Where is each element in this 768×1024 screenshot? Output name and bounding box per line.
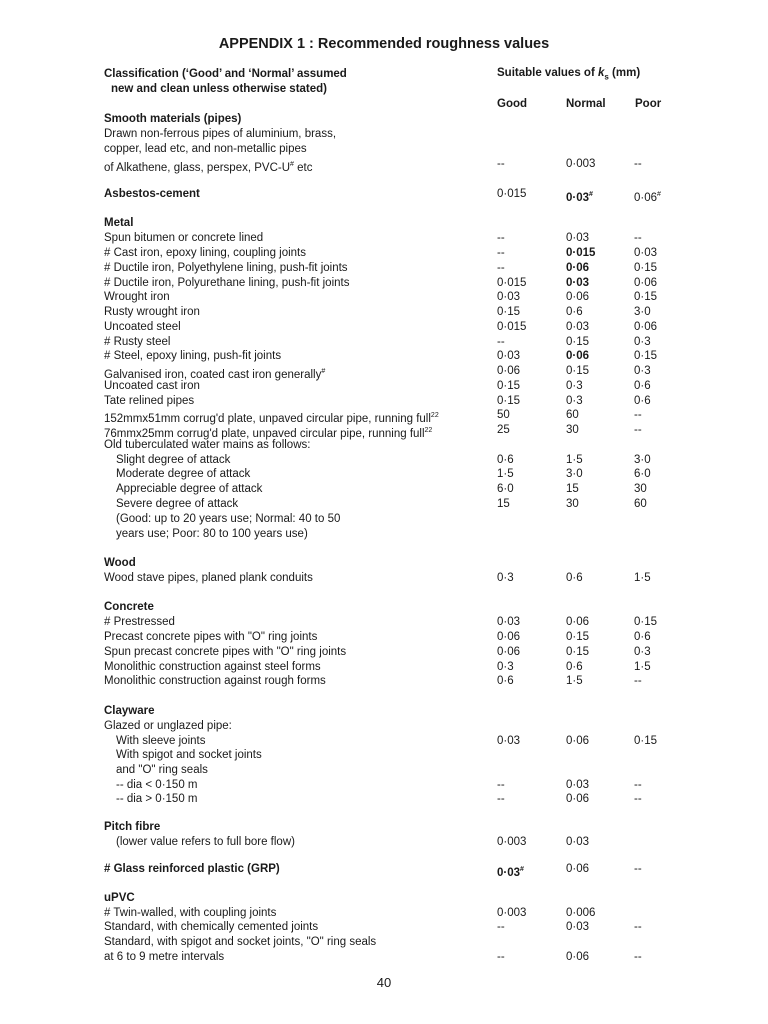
- section-heading: Metal: [104, 217, 134, 229]
- table-row: [104, 719, 744, 734]
- table-row: [104, 920, 744, 935]
- value-good: --: [497, 262, 505, 274]
- material-label: Drawn non-ferrous pipes of aluminium, brass,: [104, 128, 337, 140]
- section-row: [104, 891, 744, 906]
- value-poor: --: [634, 675, 642, 687]
- value-poor: 6·0: [634, 468, 651, 480]
- table-row: [104, 527, 744, 542]
- value-normal: 0·06: [566, 350, 590, 362]
- material-label: Spun bitumen or concrete lined: [104, 232, 264, 244]
- value-good: 0·3: [497, 572, 514, 584]
- suitable-values-header: [497, 67, 640, 81]
- table-row: [104, 423, 744, 438]
- value-good: 0·15: [497, 380, 521, 392]
- material-label: With sleeve joints: [116, 735, 206, 747]
- value-normal: 0·006: [566, 907, 596, 919]
- value-poor: 1·5: [634, 661, 651, 673]
- value-normal: 0·06: [566, 793, 590, 805]
- table-row: [104, 305, 744, 320]
- value-poor: 0·6: [634, 631, 651, 643]
- value-normal: 0·15: [566, 365, 590, 377]
- value-good: 0·003: [497, 836, 527, 848]
- table-row: [104, 660, 744, 675]
- table-row: [104, 467, 744, 482]
- ks-subscript: s: [604, 72, 609, 82]
- material-label: Standard, with chemically cemented joints: [104, 921, 319, 933]
- value-normal: 0·015: [566, 247, 596, 259]
- material-label: Slight degree of attack: [116, 454, 231, 466]
- table-row: [104, 763, 744, 778]
- material-label: Standard, with spigot and socket joints, "O" ring seals: [104, 936, 377, 948]
- value-good: 0·003: [497, 907, 527, 919]
- value-good: 0·03: [497, 350, 521, 362]
- table-row: [104, 408, 744, 423]
- table-row: [104, 748, 744, 763]
- table-row: [104, 630, 744, 645]
- value-poor: 0·06: [634, 277, 658, 289]
- material-label: Appreciable degree of attack: [116, 483, 263, 495]
- table-row: [104, 512, 744, 527]
- value-good: 1·5: [497, 468, 514, 480]
- value-normal: 1·5: [566, 675, 583, 687]
- table-row: [104, 734, 744, 749]
- value-poor: --: [634, 951, 642, 963]
- column-header-poor: Poor: [635, 98, 662, 110]
- material-label: Monolithic construction against steel forms: [104, 661, 321, 673]
- table-row: [104, 231, 744, 246]
- value-normal: 60: [566, 409, 579, 421]
- value-good: --: [497, 158, 505, 170]
- material-label: at 6 to 9 metre intervals: [104, 951, 225, 963]
- value-poor: 3·0: [634, 306, 651, 318]
- value-poor: --: [634, 779, 642, 791]
- value-normal: 3·0: [566, 468, 583, 480]
- material-label: Old tuberculated water mains as follows:: [104, 439, 311, 451]
- material-label: Severe degree of attack: [116, 498, 239, 510]
- material-label: (Good: up to 20 years use; Normal: 40 to 50: [116, 513, 341, 525]
- value-good: 0·06: [497, 646, 521, 658]
- section-heading: Wood: [104, 557, 136, 569]
- material-label: # Twin-walled, with coupling joints: [104, 907, 277, 919]
- value-normal: 0·6: [566, 306, 583, 318]
- value-poor: 0·15: [634, 735, 658, 747]
- value-good: --: [497, 951, 505, 963]
- section-heading: Concrete: [104, 601, 154, 613]
- value-good: 15: [497, 498, 510, 510]
- table-row: [104, 246, 744, 261]
- value-poor: --: [634, 409, 642, 421]
- material-label: # Rusty steel: [104, 336, 171, 348]
- value-normal: 0·06: [566, 951, 590, 963]
- material-label: 152mmx51mm corrug'd plate, unpaved circular pipe, running full$^{22}$: [104, 412, 439, 425]
- value-normal: 0·03: [566, 779, 590, 791]
- value-good: 0·015: [497, 321, 527, 333]
- material-label: of Alkathene, glass, perspex, PVC-U# etc: [104, 161, 313, 174]
- section-heading: Asbestos-cement: [104, 188, 200, 200]
- value-good: --: [497, 247, 505, 259]
- table-row: [104, 379, 744, 394]
- value-good: 50: [497, 409, 510, 421]
- material-label: Rusty wrought iron: [104, 306, 200, 318]
- value-normal: 0·6: [566, 661, 583, 673]
- table-row: [104, 453, 744, 468]
- section-heading: # Glass reinforced plastic (GRP): [104, 863, 280, 875]
- table-row: [104, 674, 744, 689]
- value-good: --: [497, 793, 505, 805]
- classification-header-line1: Classification (‘Good’ and ‘Normal’ assumed: [104, 68, 347, 80]
- section-heading: Smooth materials (pipes): [104, 113, 242, 125]
- table-row: [104, 792, 744, 807]
- value-poor: 0·15: [634, 291, 658, 303]
- table-row: [104, 835, 744, 850]
- value-normal: 0·06: [566, 262, 590, 274]
- table-row: [104, 906, 744, 921]
- material-label: -- dia > 0·150 m: [116, 793, 198, 805]
- value-good: --: [497, 921, 505, 933]
- column-header-normal: Normal: [566, 98, 606, 110]
- value-normal: 0·15: [566, 336, 590, 348]
- material-label: (lower value refers to full bore flow): [116, 836, 295, 848]
- material-label: Wrought iron: [104, 291, 170, 303]
- value-normal: 0·03: [566, 921, 590, 933]
- value-good: 0·015: [497, 188, 527, 200]
- table-row: [104, 142, 744, 157]
- value-poor: --: [634, 921, 642, 933]
- section-row: [104, 216, 744, 231]
- page-title: APPENDIX 1 : Recommended roughness values: [218, 36, 550, 52]
- value-good: 0·03: [497, 616, 521, 628]
- material-label: # Steel, epoxy lining, push-fit joints: [104, 350, 282, 362]
- value-poor: 0·06: [634, 321, 658, 333]
- value-normal: 0·03: [566, 277, 590, 289]
- table-row: [104, 335, 744, 350]
- value-normal: 0·03: [566, 836, 590, 848]
- table-row: [104, 349, 744, 364]
- material-label: # Ductile iron, Polyethylene lining, push-fit joints: [104, 262, 348, 274]
- table-row: [104, 497, 744, 512]
- value-poor: 60: [634, 498, 647, 510]
- value-poor: 0·3: [634, 365, 651, 377]
- value-poor: --: [634, 793, 642, 805]
- section-row: [104, 704, 744, 719]
- material-label: # Cast iron, epoxy lining, coupling joints: [104, 247, 307, 259]
- value-poor: 0·15: [634, 616, 658, 628]
- value-good: 25: [497, 424, 510, 436]
- table-row: [104, 482, 744, 497]
- material-label: Monolithic construction against rough forms: [104, 675, 326, 687]
- table-row: [104, 438, 744, 453]
- value-normal: 0·03: [566, 232, 590, 244]
- material-label: Wood stave pipes, planed plank conduits: [104, 572, 313, 584]
- material-label: Spun precast concrete pipes with "O" ring joints: [104, 646, 347, 658]
- table-row: [104, 394, 744, 409]
- suitable-values-suffix: (mm): [608, 67, 641, 79]
- value-poor: --: [634, 863, 642, 875]
- section-row: [104, 187, 744, 202]
- material-label: Uncoated steel: [104, 321, 181, 333]
- page-number: 40: [376, 975, 392, 990]
- value-poor: 0·03: [634, 247, 658, 259]
- material-label: Moderate degree of attack: [116, 468, 251, 480]
- material-label: Tate relined pipes: [104, 395, 195, 407]
- table-row: [104, 364, 744, 379]
- value-good: 0·6: [497, 675, 514, 687]
- material-label: Galvanised iron, coated cast iron generally#: [104, 368, 326, 381]
- value-poor: 0·3: [634, 646, 651, 658]
- section-row: [104, 556, 744, 571]
- table-row: [104, 778, 744, 793]
- material-label: copper, lead etc, and non-metallic pipes: [104, 143, 307, 155]
- value-poor: 0·06#: [634, 191, 661, 204]
- table-row: [104, 290, 744, 305]
- table-row: [104, 127, 744, 142]
- value-normal: 0·15: [566, 631, 590, 643]
- section-row: [104, 820, 744, 835]
- value-good: --: [497, 336, 505, 348]
- value-normal: 0·15: [566, 646, 590, 658]
- value-good: 0·03#: [497, 866, 524, 879]
- material-label: 76mmx25mm corrug'd plate, unpaved circular pipe, running full$^{22}$: [104, 427, 433, 440]
- classification-header-line2: new and clean unless otherwise stated): [111, 83, 328, 95]
- table-row: [104, 261, 744, 276]
- value-good: 0·3: [497, 661, 514, 673]
- material-label: Uncoated cast iron: [104, 380, 200, 392]
- suitable-values-prefix: Suitable values of: [497, 67, 598, 79]
- value-normal: 0·003: [566, 158, 596, 170]
- value-poor: 1·5: [634, 572, 651, 584]
- value-normal: 1·5: [566, 454, 583, 466]
- value-good: 6·0: [497, 483, 514, 495]
- value-normal: 0·06: [566, 291, 590, 303]
- value-normal: 0·3: [566, 395, 583, 407]
- material-label: years use; Poor: 80 to 100 years use): [116, 528, 308, 540]
- material-label: Precast concrete pipes with "O" ring joints: [104, 631, 318, 643]
- value-poor: --: [634, 158, 642, 170]
- table-row: [104, 615, 744, 630]
- material-label: # Prestressed: [104, 616, 175, 628]
- value-normal: 0·03: [566, 321, 590, 333]
- value-poor: --: [634, 424, 642, 436]
- table-row: [104, 276, 744, 291]
- material-label: With spigot and socket joints: [116, 749, 262, 761]
- value-good: 0·06: [497, 365, 521, 377]
- table-row: [104, 157, 744, 172]
- value-poor: 0·6: [634, 395, 651, 407]
- section-row: [104, 600, 744, 615]
- material-label: # Ductile iron, Polyurethane lining, push-fit joints: [104, 277, 350, 289]
- section-heading: uPVC: [104, 892, 135, 904]
- value-normal: 0·06: [566, 735, 590, 747]
- ks-symbol: k: [597, 67, 605, 79]
- table-row: [104, 571, 744, 586]
- value-good: 0·015: [497, 277, 527, 289]
- value-poor: 3·0: [634, 454, 651, 466]
- table-row: [104, 935, 744, 950]
- value-good: 0·03: [497, 735, 521, 747]
- value-poor: 0·3: [634, 336, 651, 348]
- section-row: [104, 112, 744, 127]
- value-good: 0·6: [497, 454, 514, 466]
- value-normal: 15: [566, 483, 579, 495]
- material-label: -- dia < 0·150 m: [116, 779, 198, 791]
- column-header-good: Good: [497, 98, 528, 110]
- value-normal: 0·06: [566, 616, 590, 628]
- value-poor: 0·15: [634, 350, 658, 362]
- material-label: and "O" ring seals: [116, 764, 208, 776]
- value-normal: 0·3: [566, 380, 583, 392]
- value-poor: 0·6: [634, 380, 651, 392]
- section-row: [104, 862, 744, 877]
- value-good: 0·15: [497, 306, 521, 318]
- value-normal: 0·03#: [566, 191, 593, 204]
- value-poor: 30: [634, 483, 647, 495]
- value-poor: 0·15: [634, 262, 658, 274]
- value-normal: 0·06: [566, 863, 590, 875]
- table-row: [104, 320, 744, 335]
- value-good: 0·03: [497, 291, 521, 303]
- value-normal: 30: [566, 498, 579, 510]
- material-label: Glazed or unglazed pipe:: [104, 720, 232, 732]
- table-row: [104, 645, 744, 660]
- table-row: [104, 950, 744, 965]
- section-heading: Pitch fibre: [104, 821, 161, 833]
- value-good: --: [497, 232, 505, 244]
- value-good: 0·06: [497, 631, 521, 643]
- value-poor: --: [634, 232, 642, 244]
- section-heading: Clayware: [104, 705, 155, 717]
- value-good: --: [497, 779, 505, 791]
- classification-header: [104, 67, 347, 97]
- value-normal: 0·6: [566, 572, 583, 584]
- value-normal: 30: [566, 424, 579, 436]
- value-good: 0·15: [497, 395, 521, 407]
